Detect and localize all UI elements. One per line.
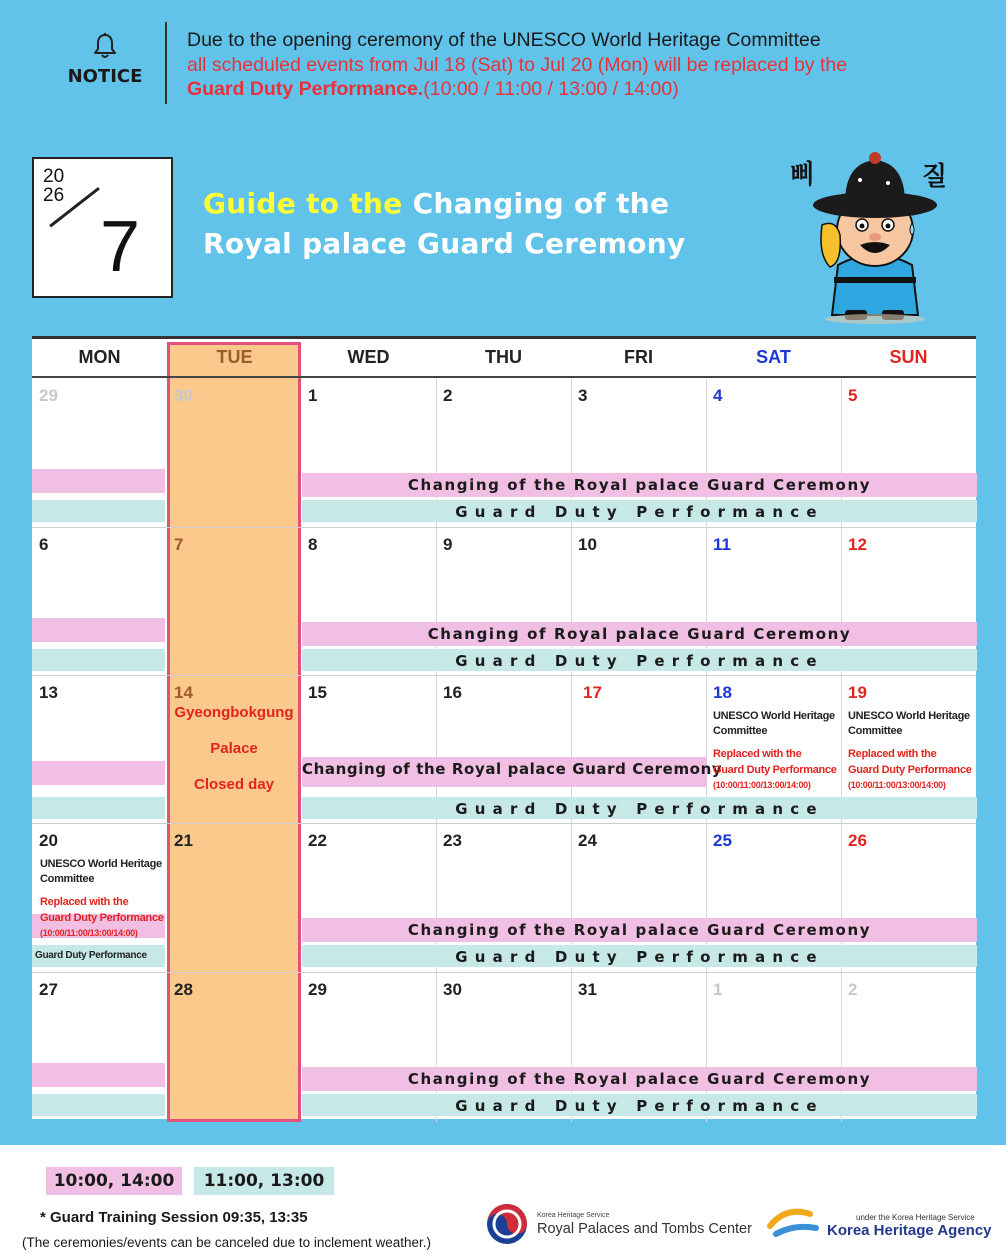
day-number: 16 bbox=[443, 683, 462, 702]
day-number: 9 bbox=[443, 535, 453, 554]
day-number: 2 bbox=[443, 386, 453, 405]
org1-subtitle: Korea Heritage Service bbox=[537, 1212, 610, 1219]
day-number: 1 bbox=[308, 386, 318, 405]
sat18-note-3: Replaced with the bbox=[713, 748, 802, 760]
notice-line-2: all scheduled events from Jul 18 (Sat) to Jul 20 (Mon) will be replaced by the bbox=[187, 53, 848, 76]
guard-band-mon bbox=[32, 649, 165, 671]
guard-band-mon bbox=[32, 797, 165, 819]
weekday-header-wed: WED bbox=[347, 347, 390, 367]
day-number: 14 bbox=[174, 683, 193, 702]
ceremony-band-mon bbox=[32, 1063, 165, 1087]
notice-label: NOTICE bbox=[67, 66, 143, 87]
sun19-note-5: (10:00/11:00/13:00/14:00) bbox=[848, 780, 946, 790]
weekday-header-sun: SUN bbox=[889, 347, 928, 367]
day-number: 26 bbox=[848, 831, 867, 850]
year-top: 20 bbox=[43, 166, 65, 187]
day-number: 8 bbox=[308, 535, 318, 554]
sun19-note-1: UNESCO World Heritage bbox=[848, 710, 970, 722]
day-number: 3 bbox=[578, 386, 588, 405]
grid-hline bbox=[32, 972, 976, 973]
mon20-note-3: Replaced with the bbox=[40, 896, 129, 908]
mascot-left-char: 삐 bbox=[790, 160, 816, 190]
grid-hline bbox=[32, 823, 976, 824]
day-number: 7 bbox=[174, 535, 184, 554]
guard-label: Guard Duty Performance bbox=[455, 652, 824, 670]
day-number: 1 bbox=[713, 980, 723, 999]
calendar bbox=[32, 336, 976, 1119]
year-bottom: 26 bbox=[43, 185, 65, 206]
day-number: 20 bbox=[39, 831, 58, 850]
day-number: 21 bbox=[174, 831, 193, 850]
day-number: 29 bbox=[308, 980, 327, 999]
guard-band-mon bbox=[32, 500, 165, 522]
weekday-header-thu: THU bbox=[485, 347, 522, 367]
sat18-note-5: (10:00/11:00/13:00/14:00) bbox=[713, 780, 811, 790]
sun19-note-2: Committee bbox=[848, 725, 903, 737]
org2-name: Korea Heritage Agency bbox=[827, 1222, 992, 1239]
sat18-note-2: Committee bbox=[713, 725, 768, 737]
title-line-2: Royal palace Guard Ceremony bbox=[203, 227, 686, 260]
mon20-note-4: Guard Duty Performance bbox=[40, 912, 164, 924]
closed-day-line-1: Gyeongbokgung bbox=[174, 704, 294, 721]
date-box bbox=[32, 157, 173, 298]
weekday-header-tue: TUE bbox=[216, 347, 253, 367]
ceremony-band-mon bbox=[32, 469, 165, 493]
day-number: 28 bbox=[174, 980, 193, 999]
org1-name: Royal Palaces and Tombs Center bbox=[537, 1221, 752, 1237]
year bbox=[43, 167, 64, 205]
month: 7 bbox=[100, 207, 141, 287]
day-number: 13 bbox=[39, 683, 58, 702]
weekday-header-mon: MON bbox=[78, 347, 121, 367]
day-number: 18 bbox=[713, 683, 732, 702]
notice-text bbox=[187, 28, 987, 102]
ceremony-label: Changing of the Royal palace Guard Ceremony bbox=[407, 1070, 872, 1088]
weather-note: (The ceremonies/events can be canceled due to inclement weather.) bbox=[22, 1235, 431, 1250]
guard-label: Guard Duty Performance bbox=[455, 1097, 824, 1115]
day-number: 25 bbox=[713, 831, 732, 850]
guard-label: Guard Duty Performance bbox=[455, 503, 824, 521]
ceremony-label: Changing of the Royal palace Guard Ceremony bbox=[407, 921, 872, 939]
ceremony-band-mon bbox=[32, 618, 165, 642]
ceremony-label: Changing of Royal palace Guard Ceremony bbox=[427, 625, 852, 643]
bell-icon bbox=[91, 32, 119, 60]
day-number: 4 bbox=[713, 386, 723, 405]
day-number: 22 bbox=[308, 831, 327, 850]
day-number: 17 bbox=[583, 683, 602, 702]
mon20-note-1: UNESCO World Heritage bbox=[40, 858, 162, 870]
weekday-header-fri: FRI bbox=[624, 347, 653, 367]
day-number: 10 bbox=[578, 535, 597, 554]
notice-divider bbox=[165, 22, 167, 104]
closed-day-line-3: Closed day bbox=[193, 776, 275, 793]
tuesday-highlight-column bbox=[167, 342, 301, 1122]
ceremony-label: Changing of the Royal palace Guard Ceremony bbox=[302, 760, 723, 778]
guard-label: Guard Duty Performance bbox=[455, 800, 824, 818]
day-number: 29 bbox=[39, 386, 58, 405]
training-note: * Guard Training Session 09:35, 13:35 bbox=[40, 1209, 308, 1226]
mascot-right-char: 질 bbox=[922, 162, 948, 192]
notice-line-1: Due to the opening ceremony of the UNESCO World Heritage Committee bbox=[187, 29, 821, 51]
day-number: 19 bbox=[848, 683, 867, 702]
day-number: 11 bbox=[713, 535, 731, 554]
day-number: 12 bbox=[848, 535, 867, 554]
day-number: 23 bbox=[443, 831, 462, 850]
day-number: 2 bbox=[848, 980, 858, 999]
taegeuk-icon bbox=[485, 1202, 529, 1246]
guard-band-mon bbox=[32, 1094, 165, 1116]
notice-line-3-bold: Guard Duty Performance. bbox=[187, 78, 424, 100]
mon20-note-2: Committee bbox=[40, 873, 95, 885]
day-number: 30 bbox=[174, 386, 193, 405]
korea-heritage-agency-logo bbox=[766, 1200, 996, 1246]
closed-day-line-2: Palace bbox=[210, 740, 258, 757]
day-number: 31 bbox=[578, 980, 597, 999]
guard-label: Guard Duty Performance bbox=[455, 948, 824, 966]
royal-palaces-logo bbox=[485, 1200, 755, 1246]
grid-hline bbox=[32, 527, 976, 528]
guard-mascot-illustration bbox=[790, 145, 960, 325]
notice-header bbox=[50, 28, 160, 100]
title-highlight: Guide to the bbox=[203, 187, 403, 220]
day-number: 24 bbox=[578, 831, 597, 850]
day-number: 15 bbox=[308, 683, 327, 702]
sun19-note-3: Replaced with the bbox=[848, 748, 937, 760]
sat18-note-1: UNESCO World Heritage bbox=[713, 710, 835, 722]
day-number: 27 bbox=[39, 980, 58, 999]
legend-pink-times: 10:00, 14:00 bbox=[46, 1167, 182, 1195]
legend-teal-times: 11:00, 13:00 bbox=[194, 1167, 334, 1195]
day-number: 6 bbox=[39, 535, 49, 554]
ceremony-band-mon bbox=[32, 761, 165, 785]
mon20-note-5: (10:00/11:00/13:00/14:00) bbox=[40, 928, 138, 938]
header-divider bbox=[32, 376, 976, 378]
grid-hline bbox=[32, 675, 976, 676]
ceremony-label: Changing of the Royal palace Guard Ceremony bbox=[407, 476, 872, 494]
notice-line-3-times: (10:00 / 11:00 / 13:00 / 14:00) bbox=[423, 78, 679, 100]
page-title bbox=[203, 184, 686, 264]
org2-subtitle: under the Korea Heritage Service bbox=[856, 1213, 975, 1222]
weekday-header-sat: SAT bbox=[756, 347, 791, 367]
day-number: 30 bbox=[443, 980, 462, 999]
title-line-1: Changing of the bbox=[402, 187, 670, 220]
sat18-note-4: Guard Duty Performance bbox=[713, 764, 837, 776]
mon20-guard-label: Guard Duty Performance bbox=[35, 950, 147, 961]
day-number: 5 bbox=[848, 386, 858, 405]
heritage-agency-icon bbox=[766, 1204, 822, 1244]
sun19-note-4: Guard Duty Performance bbox=[848, 764, 972, 776]
